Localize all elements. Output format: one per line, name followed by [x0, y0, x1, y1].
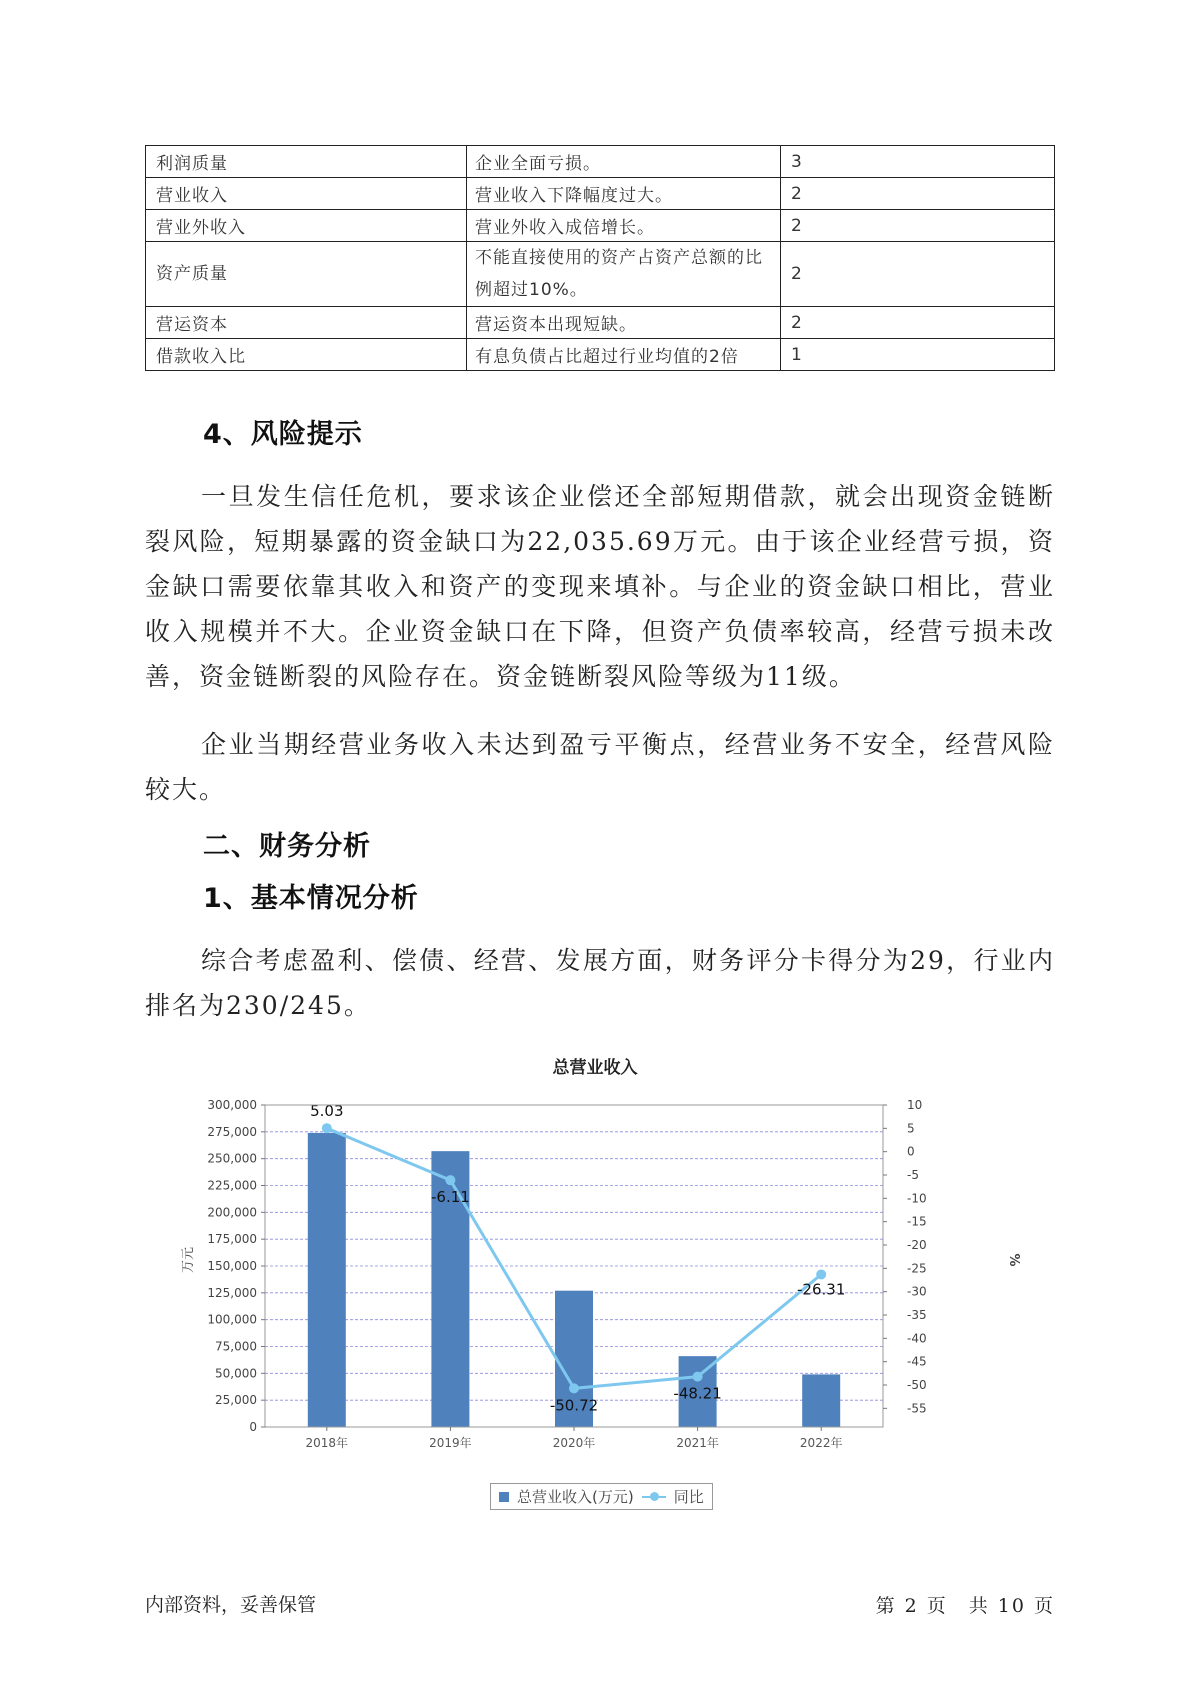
- footer-page-number: 第 2 页 共 10 页: [875, 1595, 1055, 1617]
- y2-tick-label: -20: [907, 1238, 927, 1252]
- x-tick-label: 2019年: [429, 1436, 472, 1450]
- risk-level: 2: [781, 178, 1055, 210]
- risk-item: 借款收入比: [146, 339, 467, 371]
- risk-desc: 有息负债占比超过行业均值的2倍: [467, 339, 781, 371]
- risk-item: 资产质量: [146, 242, 467, 307]
- y2-tick-label: -55: [907, 1401, 927, 1416]
- yoy-point: [816, 1269, 826, 1279]
- y2-tick-label: -30: [907, 1284, 927, 1299]
- yoy-data-label: -6.11: [430, 1188, 470, 1207]
- y-tick-label: 100,000: [207, 1312, 257, 1327]
- finance-section-heading: 二、财务分析: [203, 831, 371, 862]
- risk-section-heading: 4、风险提示: [203, 419, 363, 450]
- x-tick-label: 2020年: [552, 1436, 596, 1450]
- yoy-data-label: -26.31: [797, 1280, 846, 1299]
- finance-paragraph: 综合考虑盈利、偿债、经营、发展方面，财务评分卡得分为29，行业内排名为230/245。: [145, 946, 1055, 1020]
- bar-series: [308, 1133, 840, 1427]
- footer-confidential: 内部资料，妥善保管: [145, 1594, 317, 1616]
- y2-tick-label: 10: [907, 1098, 923, 1112]
- risk-level: 2: [781, 307, 1055, 339]
- y-tick-label: 225,000: [207, 1178, 257, 1193]
- y2-tick-label: -25: [907, 1261, 927, 1276]
- risk-level: 2: [781, 242, 1055, 307]
- legend-line-label: 同比: [673, 1488, 704, 1506]
- risk-item: 营业收入: [146, 178, 467, 210]
- y-tick-label: 0: [249, 1420, 257, 1434]
- y2-tick-label: -45: [907, 1354, 927, 1369]
- y2-tick-label: 0: [907, 1144, 915, 1159]
- y2-tick-label: -15: [907, 1214, 927, 1229]
- y-tick-label: 50,000: [215, 1366, 257, 1381]
- risk-item: 营业外收入: [146, 210, 467, 242]
- risk-desc: 企业全面亏损。: [467, 146, 781, 178]
- table-row: [146, 242, 1055, 307]
- y2-axis-label: %: [1006, 1253, 1021, 1267]
- risk-desc: 不能直接使用的资产占资产总额的比例超过10%。: [467, 242, 781, 307]
- chart-legend: [490, 1483, 713, 1510]
- y2-tick-label: 5: [907, 1121, 915, 1136]
- table-row: [146, 307, 1055, 339]
- y2-tick-label: -40: [907, 1331, 927, 1346]
- y-axis-label: 万元: [181, 1246, 196, 1274]
- risk-item: 营运资本: [146, 307, 467, 339]
- table-row: [146, 146, 1055, 178]
- legend-line-swatch: [642, 1496, 666, 1498]
- y2-tick-label: -50: [907, 1378, 927, 1392]
- yoy-point: [693, 1372, 703, 1382]
- risk-level: 3: [781, 146, 1055, 178]
- legend-bar-swatch: [499, 1492, 509, 1502]
- risk-desc: 营业外收入成倍增长。: [467, 210, 781, 242]
- table-row: [146, 339, 1055, 371]
- y-tick-label: 200,000: [207, 1205, 257, 1220]
- risk-table: [145, 145, 1055, 371]
- x-tick-label: 2021年: [676, 1436, 719, 1450]
- revenue-bar: [802, 1374, 840, 1427]
- risk-desc: 营运资本出现短缺。: [467, 307, 781, 339]
- table-row: [146, 210, 1055, 242]
- risk-paragraph-1: 一旦发生信任危机，要求该企业偿还全部短期借款，就会出现资金链断裂风险，短期暴露的资金缺口为22,035.69万元。由于该企业经营亏损，资金缺口需要依靠其收入和资产的变现来填补。与企业的资金缺口相比，营业收入规模并不大。企业资金缺口在下降，但资产负债率较高，经营亏损未改善，资金链断裂的风险存在。资金链断裂风险等级为11级。: [145, 482, 1055, 691]
- legend-bar-label: 总营业收入(万元): [517, 1488, 634, 1506]
- y-tick-label: 125,000: [207, 1285, 257, 1300]
- risk-level: 2: [781, 210, 1055, 242]
- yoy-point: [445, 1175, 455, 1185]
- y2-tick-label: -35: [907, 1308, 927, 1322]
- chart-title: 总营业收入: [552, 1058, 638, 1078]
- y-tick-label: 150,000: [207, 1259, 257, 1273]
- risk-paragraph-2: 企业当期经营业务收入未达到盈亏平衡点，经营业务不安全，经营风险较大。: [145, 730, 1055, 804]
- yoy-data-label: -50.72: [549, 1396, 599, 1415]
- revenue-chart-svg: [170, 1045, 1021, 1515]
- y-tick-label: 250,000: [207, 1151, 257, 1166]
- table-row: [146, 178, 1055, 210]
- y-tick-label: 275,000: [207, 1124, 257, 1139]
- risk-desc: 营业收入下降幅度过大。: [467, 178, 781, 210]
- yoy-point: [322, 1123, 332, 1133]
- yoy-data-label: -48.21: [673, 1384, 722, 1403]
- y-tick-label: 300,000: [207, 1098, 257, 1112]
- y-tick-label: 25,000: [215, 1393, 257, 1408]
- x-tick-label: 2018年: [305, 1436, 349, 1450]
- y2-tick-label: -10: [907, 1191, 927, 1206]
- risk-item: 利润质量: [146, 146, 467, 178]
- x-tick-label: 2022年: [799, 1436, 843, 1450]
- y-tick-label: 175,000: [207, 1232, 257, 1247]
- basic-analysis-heading: 1、基本情况分析: [203, 883, 419, 914]
- y-tick-label: 75,000: [215, 1339, 257, 1354]
- yoy-data-label: 5.03: [310, 1102, 344, 1121]
- y2-tick-label: -5: [907, 1168, 919, 1182]
- revenue-bar: [308, 1133, 346, 1427]
- yoy-point: [569, 1383, 579, 1393]
- risk-level: 1: [781, 339, 1055, 371]
- revenue-chart: [170, 1045, 1021, 1515]
